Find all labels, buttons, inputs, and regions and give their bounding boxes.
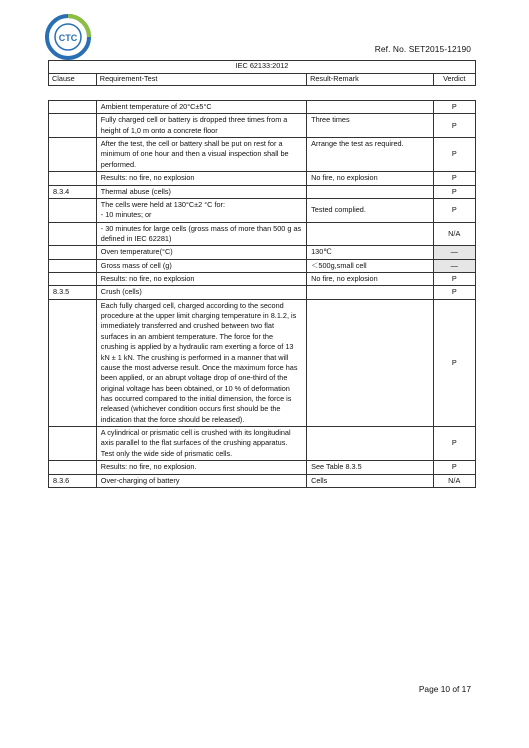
requirement-cell: A cylindrical or prismatic cell is crushed with its longitudinal axis parallel to the flat surfaces of the crushing apparatus. Test only the wide side of prismatic cells. [96,427,306,461]
clause-cell [49,461,97,474]
clause-cell [49,172,97,185]
verdict-cell: — [433,259,476,272]
verdict-cell: P [433,198,476,222]
verdict-cell: P [433,185,476,198]
verdict-cell: P [433,114,476,138]
result-cell: No fire, no explosion [307,273,433,286]
verdict-cell: P [433,286,476,299]
page-number: Page 10 of 17 [418,684,471,694]
table-row [49,286,476,299]
verdict-cell: P [433,138,476,172]
requirement-cell: - 30 minutes for large cells (gross mass of more than 500 g as defined in IEC 62281) [96,222,306,246]
result-cell [307,185,433,198]
table-row [49,273,476,286]
test-results-table [48,100,476,488]
requirement-cell: Thermal abuse (cells) [96,185,306,198]
table-row [49,101,476,114]
requirement-cell: Each fully charged cell, charged according to the second procedure at the upper limit charging temperature in 8.1.2, is immediately transferred and crushed between two flat surfaces in an ambient temperature. The force for the crushing is applied by a hydraulic ram exerting a force of 13 kN ± 1 kN. The crushing is performed in a manner that will cause the most adverse result. Once the maximum force has been applied, or an abrupt voltage drop of one-third of the original voltage has been obtained, or 10 % of deformation has occurred compared to the initial dimension, the force is released (whichever condition occurs first should be the indication that the force should be released). [96,299,306,426]
header-table [48,60,476,86]
table-row [49,138,476,172]
requirement-cell: After the test, the cell or battery shall be put on rest for a minimum of one hour and then a visual inspection shall be performed. [96,138,306,172]
verdict-cell: P [433,273,476,286]
requirement-cell: Results: no fire, no explosion [96,273,306,286]
column-header-clause: Clause [49,74,97,86]
table-row [49,198,476,222]
table-row [49,259,476,272]
column-header-requirement: Requirement-Test [96,74,306,86]
table-row [49,222,476,246]
clause-cell [49,246,97,259]
clause-cell: 8.3.6 [49,474,97,487]
result-cell: Tested complied. [307,198,433,222]
requirement-cell: Oven temperature(°C) [96,246,306,259]
verdict-cell: P [433,427,476,461]
requirement-cell: Crush (cells) [96,286,306,299]
result-cell [307,427,433,461]
clause-cell [49,138,97,172]
table-row [49,474,476,487]
verdict-cell: N/A [433,222,476,246]
result-cell: 130℃ [307,246,433,259]
verdict-cell: P [433,299,476,426]
svg-text:CTC: CTC [58,33,78,43]
column-header-verdict: Verdict [433,74,476,86]
clause-cell [49,114,97,138]
clause-cell [49,222,97,246]
table-row [49,185,476,198]
clause-cell: 8.3.4 [49,185,97,198]
standard-title: IEC 62133:2012 [49,61,476,74]
requirement-cell: Gross mass of cell (g) [96,259,306,272]
column-header-result: Result-Remark [307,74,433,86]
clause-cell [49,299,97,426]
result-cell [307,101,433,114]
table-row [49,172,476,185]
result-cell: See Table 8.3.5 [307,461,433,474]
table-row [49,246,476,259]
result-cell [307,222,433,246]
verdict-cell: N/A [433,474,476,487]
requirement-cell: The cells were held at 130°C±2 °C for: - 10 minutes; or [96,198,306,222]
clause-cell [49,273,97,286]
verdict-cell: P [433,461,476,474]
result-cell [307,286,433,299]
ctc-logo [45,14,91,60]
clause-cell: 8.3.5 [49,286,97,299]
clause-cell [49,259,97,272]
requirement-cell: Results: no fire, no explosion [96,172,306,185]
clause-cell [49,198,97,222]
verdict-cell: P [433,172,476,185]
result-cell: Three times [307,114,433,138]
requirement-cell: Over-charging of battery [96,474,306,487]
requirement-cell: Fully charged cell or battery is dropped three times from a height of 1,0 m onto a concrete floor [96,114,306,138]
table-row [49,114,476,138]
table-row [49,299,476,426]
verdict-cell: P [433,101,476,114]
verdict-cell: — [433,246,476,259]
result-cell: Cells [307,474,433,487]
clause-cell [49,101,97,114]
result-cell: Arrange the test as required. [307,138,433,172]
table-row [49,427,476,461]
result-cell: ＜500g,small cell [307,259,433,272]
requirement-cell: Ambient temperature of 20°C±5°C [96,101,306,114]
table-row [49,461,476,474]
result-cell: No fire, no explosion [307,172,433,185]
requirement-cell: Results: no fire, no explosion. [96,461,306,474]
clause-cell [49,427,97,461]
reference-number: Ref. No. SET2015-12190 [374,44,471,54]
result-cell [307,299,433,426]
